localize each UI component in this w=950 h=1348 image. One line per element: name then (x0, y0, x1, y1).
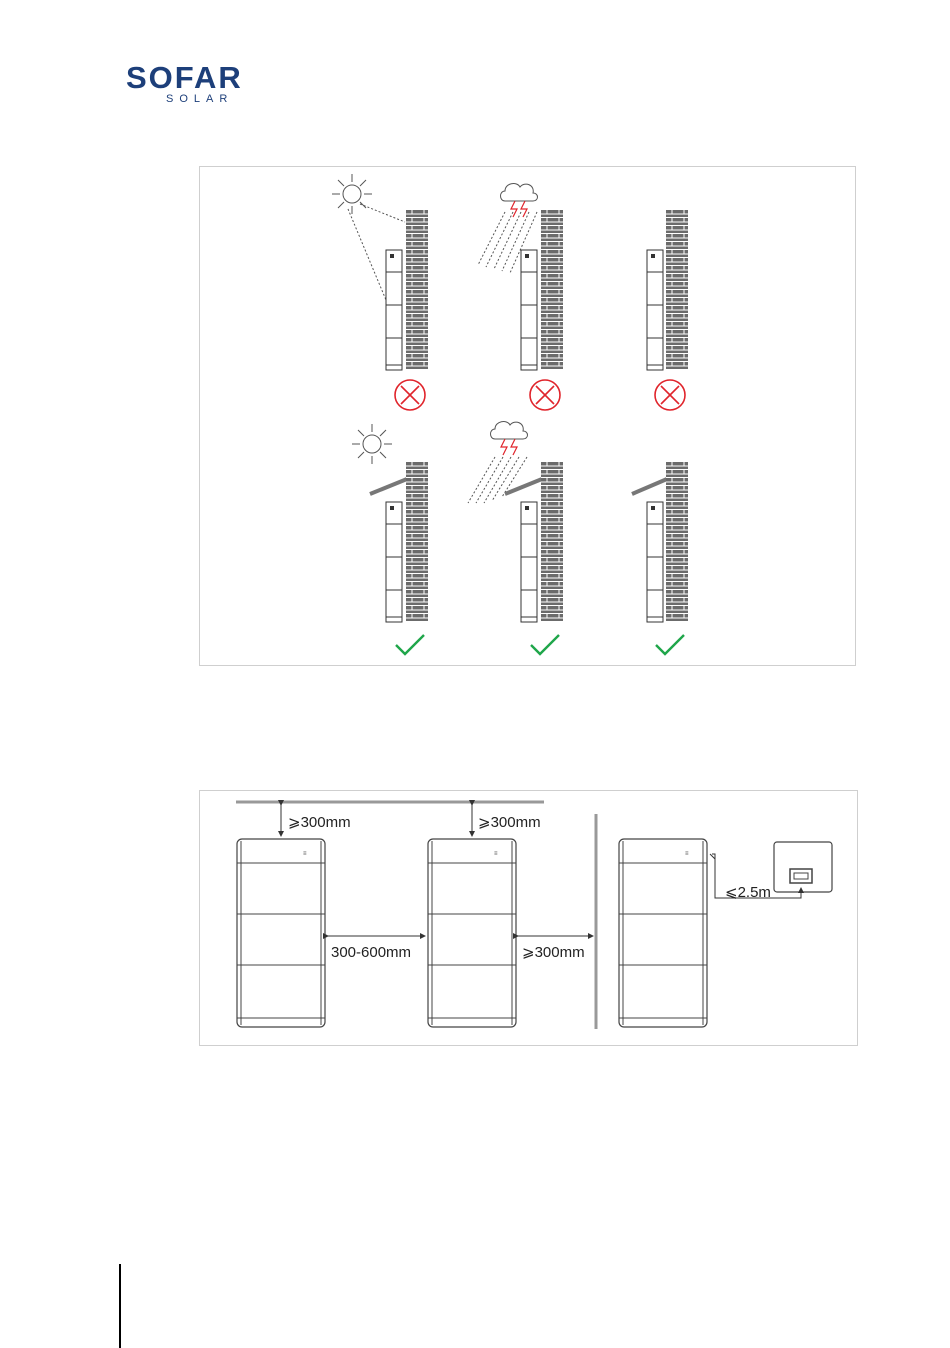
prohibited-icon (530, 380, 560, 410)
storm-cloud-icon (501, 184, 538, 217)
cable-distance-label: ⩽2.5m (725, 884, 771, 901)
storm-cloud-icon (491, 422, 528, 455)
page-margin-marker (119, 1264, 121, 1348)
prohibited-icon (395, 380, 425, 410)
approved-check-icon (656, 635, 684, 654)
battery-stack (647, 250, 663, 370)
brick-wall (406, 210, 428, 370)
logo-sub-text: SOLAR (166, 93, 234, 105)
prohibited-icon (655, 380, 685, 410)
brick-wall (666, 210, 688, 370)
sun-icon (352, 424, 392, 464)
inverter-unit (774, 842, 832, 892)
top-clearance-label-2: ⩾300mm (478, 814, 541, 831)
battery-stack (386, 502, 402, 622)
approved-check-icon (396, 635, 424, 654)
scene-covered-wall-no-roof (647, 210, 688, 410)
battery-unit-2 (428, 839, 516, 1027)
scene-rain-no-roof (478, 184, 563, 410)
clearance-dimensions-figure: ≡ ⩾300mm ⩾300mm 300-600mm ⩾300mm ⩽2.5m (199, 790, 858, 1046)
battery-unit-3 (619, 839, 707, 1027)
spacing-between-label: 300-600mm (331, 944, 412, 961)
approved-check-icon (531, 635, 559, 654)
brick-wall (541, 210, 563, 370)
brick-wall (666, 462, 688, 622)
scene-sun-with-roof (352, 424, 428, 654)
scene-sun-no-roof (332, 174, 428, 410)
scene-roof-only (632, 462, 688, 654)
brick-wall (541, 462, 563, 622)
battery-stack (386, 250, 402, 370)
sofar-solar-logo (126, 60, 276, 106)
battery-unit-1 (237, 839, 325, 1027)
scene-rain-with-roof (468, 422, 563, 654)
battery-stack (521, 250, 537, 370)
logo-brand-text: SOFAR (126, 60, 243, 95)
top-clearance-label-1: ⩾300mm (288, 814, 351, 831)
battery-stack (647, 502, 663, 622)
sun-icon (332, 174, 372, 214)
brick-wall (406, 462, 428, 622)
wall-clearance-label: ⩾300mm (522, 944, 585, 961)
battery-stack (521, 502, 537, 622)
installation-environment-figure (199, 166, 856, 666)
